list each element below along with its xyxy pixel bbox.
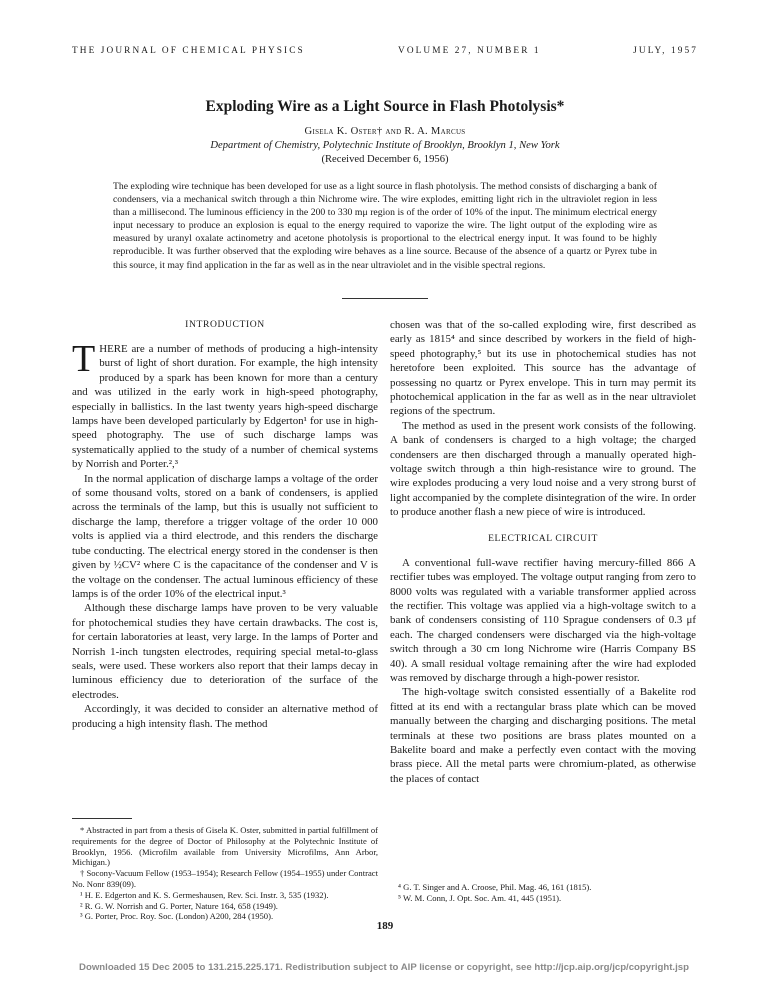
footnote: ⁵ W. M. Conn, J. Opt. Soc. Am. 41, 445 (1951). [398,892,562,903]
article-title: Exploding Wire as a Light Source in Flash Photolysis* [205,98,565,115]
paragraph: A conventional full-wave rectifier having mercury-filled 866 A rectifier tubes was employed. The voltage output ranging from zero to 8000 volts was regulated with a variable transformer applied across the rectifier. This voltage was applied via a high-voltage switch to a bank of condensers consisting of 110 Sprague condensers of 0.3 μf each. The charged condensers were discharged via the high-voltage switch through a 30 cm long Nichrome wire (Harris Company BS 40). A small residual voltage remaining after the wire had exploded was removed by discharge through a high-power resistor. [390,556,696,684]
right-column [390,318,696,786]
left-column [72,318,378,731]
footnote: ¹ H. E. Edgerton and K. S. Germeshausen, Rev. Sci. Instr. 3, 535 (1932). [80,889,329,900]
footnote: * Abstracted in part from a thesis of Gisela K. Oster, submitted in partial fulfillment of requirements for the degree of Doctor of Philosophy at the Polytechnic Institute of Brooklyn, 1956. (Microfilm available from University Microfilms, Ann Arbor, Michigan.) [72,825,378,868]
paragraph-text: HERE are a number of methods of producing a high-intensity burst of light of short duration. For example, the high intensity produced by a spark has been known for more than a century and was utilized in the early work in high-speed photography, especially in ballistics. In the last twenty years high-speed discharge lamps have been developed particularly by Edgerton¹ for use in high-speed photography. The use of such discharge lamps was systematically applied to the study of a number of chemical systems by Norrish and Porter.²,³ [72,343,378,471]
footnotes-left [72,818,378,922]
section-heading-electrical-circuit: ELECTRICAL CIRCUIT [488,532,598,544]
footnotes-right [390,882,696,904]
paragraph: The method as used in the present work consists of the following. A bank of condensers is charged to a high voltage; the charged condensers are then discharged through a manually operated high-voltage switch through a thin high-resistance wire to ground. The wire explodes producing a very loud noise and a very strong burst of light accompanied by the complete disintegration of the wire. In order to produce another flash a new piece of wire is introduced. [390,419,696,519]
journal-name: THE JOURNAL OF CHEMICAL PHYSICS [72,46,305,56]
footnote: ³ G. Porter, Proc. Roy. Soc. (London) A200, 284 (1950). [80,911,274,922]
author-list: Gisela K. Oster† and R. A. Marcus [304,126,466,137]
volume-number: VOLUME 27, NUMBER 1 [398,46,541,56]
abstract: The exploding wire technique has been developed for use as a light source in flash photolysis. The method consists of discharging a bank of condensers, via a mechanical switch through a thin Nichrome wire. The wire explodes, emitting light rich in the ultraviolet region in less than a millisecond. The luminous efficiency in the 200 to 330 mμ region is of the order of 10% of the input. The minimum electrical energy input necessary to produce an explosion is equal to the energy required to vaporize the wire. The light output of the exploding wire as measured by uranyl oxalate actinometry and acetone photolysis is proportional to the electrical energy input. It was found to be highly reproducible. It was further observed that the exploding wire behaves as a line source. Because of the absence of a quartz or Pyrex tube in this source, it may find application in the far as well as in the near ultraviolet and in the visible spectral regions. [113,181,657,271]
paragraph: Accordingly, it was decided to consider an alternative method of producing a high intensity flash. The method [72,703,378,730]
footnote: ² R. G. W. Norrish and G. Porter, Nature 164, 658 (1949). [80,900,278,911]
paragraph: In the normal application of discharge lamps a voltage of the order of some thousand volts, stored on a bank of condensers, is applied across the terminals of the lamp, but this is usually not sufficient to discharge the lamp, therefore a trigger voltage of the order 10 000 volts is applied via a third electrode, and this renders the discharge tube conducting. The electrical energy stored in the condenser is then given by ½CV² where C is the capacitance of the condenser and V is the voltage on the condenser. The actual luminous efficiency of these lamps is of the order 10% of the electrical input.³ [72,472,378,600]
drop-cap: T [72,338,96,380]
paragraph: chosen was that of the so-called exploding wire, first described as early as 1815⁴ and since described by workers in the field of high-speed photography,⁵ but its use in photochemical studies has not heretofore been exploited. This source has the advantage of possessing no quartz or Pyrex envelope. This in turn may permit its photochemical application in the far as well as in the near ultraviolet regions of the spectrum. [390,319,696,418]
download-notice: Downloaded 15 Dec 2005 to 131.215.225.171. Redistribution subject to AIP license or copyright, see http://jcp.aip.org/jcp/copyright.jsp [79,962,689,973]
section-heading-introduction: INTRODUCTION [185,319,265,330]
running-head [72,46,698,60]
footnote: † Socony-Vacuum Fellow (1953–1954); Research Fellow (1954–1955) under Contract No. Nonr 839(09). [72,868,378,889]
section-divider [342,298,428,299]
footnote: ⁴ G. T. Singer and A. Croose, Phil. Mag. 46, 161 (1815). [398,882,592,892]
author-affiliation: Department of Chemistry, Polytechnic Institute of Brooklyn, Brooklyn 1, New York [210,140,560,151]
page-number: 189 [376,920,394,932]
issue-date: JULY, 1957 [633,46,698,56]
paragraph [72,338,378,472]
paragraph: Although these discharge lamps have proven to be very valuable for photochemical studies they have certain drawbacks. The cost is, for certain laboratories at least, very large. In the lamps of Porter and Norrish 1-inch tungsten electrodes, requiring special metal-to-glass seals, were used. These workers also report that their lamps decay in luminous efficiency due to deterioration of the surface of the electrodes. [72,602,378,701]
footnote-rule [72,818,132,819]
received-date: (Received December 6, 1956) [321,154,449,165]
paragraph: The high-voltage switch consisted essentially of a Bakelite rod fitted at its end with a rectangular brass plate which can be moved manually between the charging and discharging positions. The metal terminals at these two positions are brass plates mounted on a Bakelite board and make a perfectly even contact with the moving brass piece. All the metal parts were chromium-plated, as otherwise the places of contact [390,686,696,785]
